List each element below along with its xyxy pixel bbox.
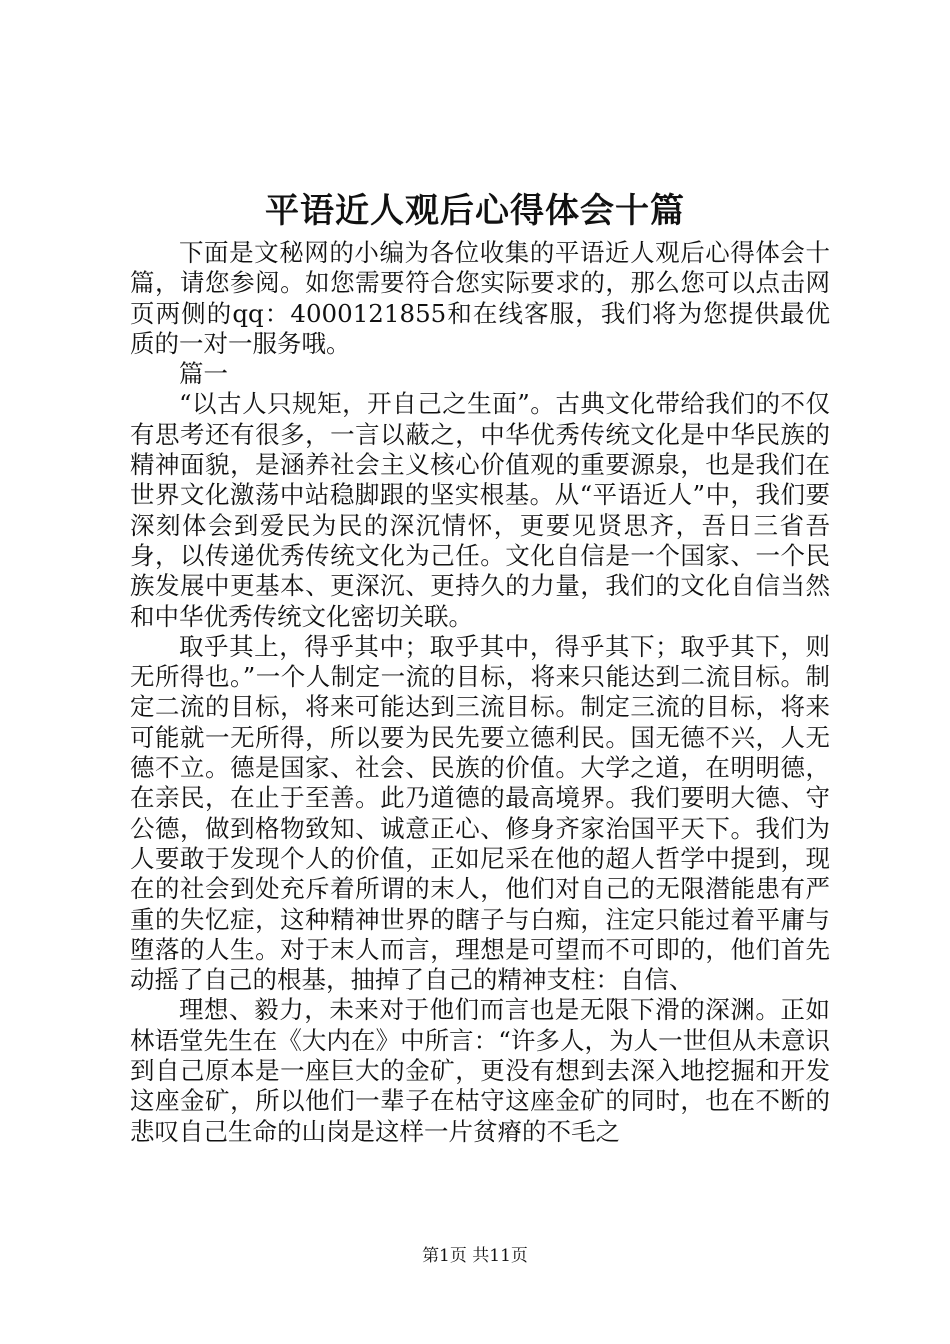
- paragraph-1: “以古人只规矩，开自己之生面”。古典文化带给我们的不仅有思考还有很多，一言以蔽之，中华优秀传统文化是中华民族的精神面貌，是涵养社会主义核心价值观的重要源泉，也是我们在世界文化激荡中站稳脚跟的坚实根基。从“平语近人”中，我们要深刻体会到爱民为民的深沉情怀，更要见贤思齐，吾日三省吾身，以传递优秀传统文化为己任。文化自信是一个国家、一个民族发展中更基本、更深沉、更持久的力量，我们的文化自信当然和中华优秀传统文化密切关联。: [130, 389, 830, 631]
- page-footer: 第1页 共11页: [422, 1246, 528, 1266]
- section-heading: 篇一: [179, 359, 228, 389]
- document-body: [130, 238, 830, 1147]
- paragraph-3: 理想、毅力，未来对于他们而言也是无限下滑的深渊。正如林语堂先生在《大内在》中所言：“许多人，为人一世但从未意识到自己原本是一座巨大的金矿，更没有想到去深入地挖掘和开发这座金矿，所以他们一辈子在枯守这座金矿的同时，也在不断的悲叹自己生命的山岗是这样一片贫瘠的不毛之: [130, 995, 830, 1146]
- document-title: 平语近人观后心得体会十篇: [265, 191, 685, 231]
- paragraph-2: 取乎其上，得乎其中；取乎其中，得乎其下；取乎其下，则无所得也。”一个人制定一流的目标，将来只能达到二流目标。制定二流的目标，将来可能达到三流目标。制定三流的目标，将来可能就一无所得，所以要为民先要立德利民。国无德不兴，人无德不立。德是国家、社会、民族的价值。大学之道，在明明德，在亲民，在止于至善。此乃道德的最高境界。我们要明大德、守公德，做到格物致知、诚意正心、修身齐家治国平天下。我们为人要敢于发现个人的价值，正如尼采在他的超人哲学中提到，现在的社会到处充斥着所谓的末人，他们对自己的无限潜能患有严重的失忆症，这种精神世界的瞎子与白痴，注定只能过着平庸与堕落的人生。对于末人而言，理想是可望而不可即的，他们首先动摇了自己的根基，抽掉了自己的精神支柱：自信、: [130, 631, 830, 995]
- paragraph-intro: 下面是文秘网的小编为各位收集的平语近人观后心得体会十篇，请您参阅。如您需要符合您实际要求的，那么您可以点击网页两侧的qq：4000121855和在线客服，我们将为您提供最优质的一对一服务哦。: [130, 238, 830, 358]
